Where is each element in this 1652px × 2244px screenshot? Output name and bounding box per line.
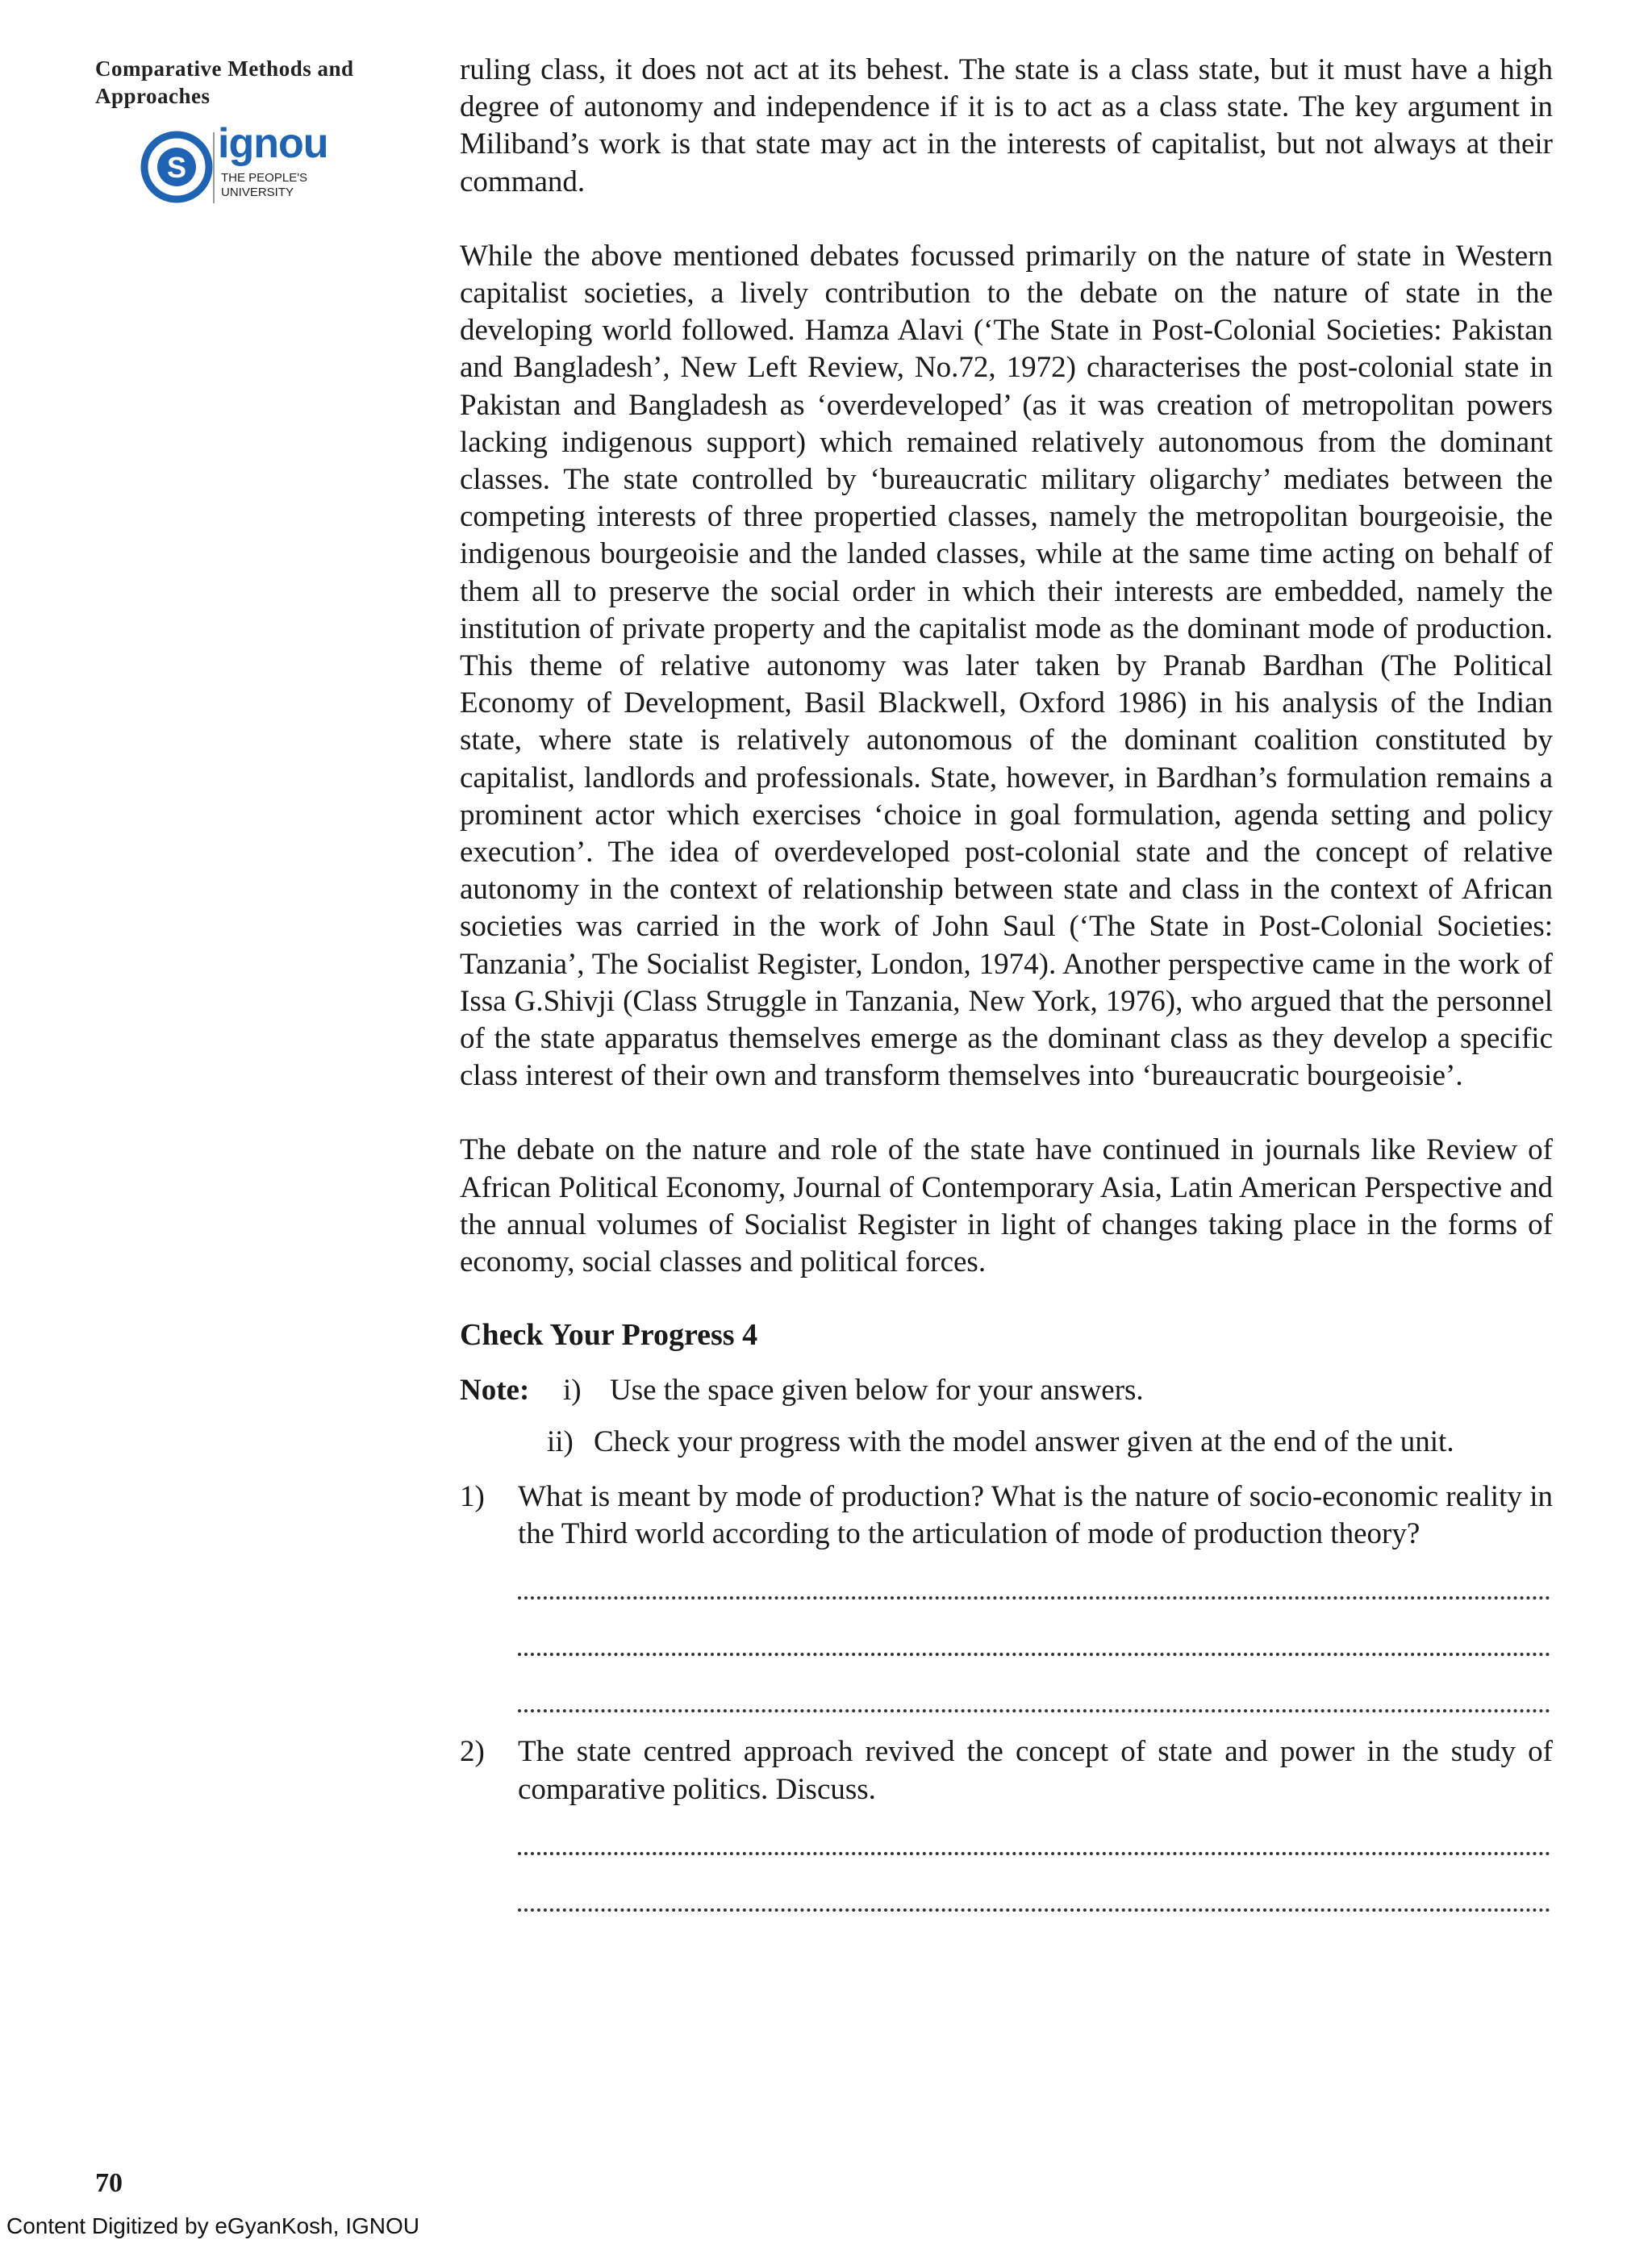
note-item-1	[563, 1372, 1144, 1409]
ignou-emblem-icon	[140, 131, 213, 203]
running-header	[95, 55, 402, 110]
answer-line[interactable]	[518, 1559, 1550, 1600]
paragraph-journals: The debate on the nature and role of the state have continued in journals like Review of African Political Economy, Journal of Contemporary Asia, Latin American Perspective and the annual volumes of Socialist Register in light of changes taking place in the forms of economy, social classes and political forces.	[460, 1133, 1553, 1279]
question-2-text: The state centred approach revived the concept of state and power in the study of comparative politics. Discuss.	[518, 1735, 1553, 1806]
note-block	[460, 1372, 1553, 1409]
svg-text:S: S	[166, 151, 187, 184]
question-1	[460, 1479, 1553, 1553]
note-item-2-number: ii)	[547, 1424, 574, 1458]
question-2-number: 2)	[460, 1735, 485, 1769]
main-content	[460, 52, 1553, 1912]
note-item-1-number: i)	[563, 1373, 582, 1407]
note-label: Note:	[460, 1373, 530, 1407]
paragraph-miliband: ruling class, it does not act at its behest. The state is a class state, but it must have a high degree of autonomy and independence if it is to act as a class state. The key argument in Miliband’s work is that state may act in the interests of capitalist, but not always at their command.	[460, 53, 1553, 198]
logo-tagline-line2: UNIVERSITY	[221, 186, 294, 199]
answer-line[interactable]	[518, 1815, 1550, 1855]
logo-divider	[213, 132, 215, 203]
digitization-footer: Content Digitized by eGyanKosh, IGNOU	[6, 2213, 420, 2238]
page-number: 70	[95, 2168, 123, 2198]
ignou-logo	[140, 120, 350, 205]
running-header-line1: Comparative Methods and	[95, 56, 354, 81]
logo-wordmark: ignou	[218, 120, 328, 167]
logo-tagline	[221, 171, 307, 200]
note-item-1-text: Use the space given below for your answers.	[610, 1373, 1144, 1407]
question-2	[460, 1733, 1553, 1808]
answer-line[interactable]	[518, 1672, 1550, 1712]
answer-line[interactable]	[518, 1871, 1550, 1912]
check-progress-heading: Check Your Progress 4	[460, 1318, 758, 1353]
answer-line[interactable]	[518, 1616, 1550, 1656]
note-item-2-text: Check your progress with the model answer given at the end of the unit.	[594, 1424, 1454, 1458]
question-1-text: What is meant by mode of production? What is the nature of socio-economic reality in the Third world according to the articulation of mode of production theory?	[518, 1479, 1553, 1551]
running-header-line2: Approaches	[95, 84, 211, 108]
logo-tagline-line1: THE PEOPLE'S	[221, 171, 308, 185]
question-1-number: 1)	[460, 1479, 485, 1513]
note-item-2	[547, 1424, 1553, 1461]
paragraph-developing-world: While the above mentioned debates focussed primarily on the nature of state in Western capitalist societies, a lively contribution to the debate on the nature of state in the developing world followed. Hamza Alavi (‘The State in Post-Colonial Societies: Pakistan and Bangladesh’, New Left Review, No.72, 1972) characterises the post-colonial state in Pakistan and Bangladesh as ‘overdeveloped’ (as it was creation of metropolitan powers lacking indigenous support) which remained relatively autonomous from the dominant classes. The state controlled by ‘bureaucratic military oligarchy’ mediates between the competing interests of three propertied classes, namely the metropolitan bourgeoisie, the indigenous bourgeoisie and the landed classes, while at the same time acting on behalf of them all to preserve the social order in which their interests are embedded, namely the institution of private property and the capitalist mode as the dominant mode of production. This theme of relative autonomy was later taken by Pranab Bardhan (The Political Economy of Development, Basil Blackwell, Oxford 1986) in his analysis of the Indian state, where state is relatively autonomous of the dominant coalition constituted by capitalist, landlords and professionals. State, however, in Bardhan’s formulation remains a prominent actor which exercises ‘choice in goal formulation, agenda setting and policy execution’. The idea of overdeveloped post-colonial state and the concept of relative autonomy in the context of relationship between state and class in the context of African societies was carried in the work of John Saul (‘The State in Post-Colonial Societies: Tanzania’, The Socialist Register, London, 1974). Another perspective came in the work of Issa G.Shivji (Class Struggle in Tanzania, New York, 1976), who argued that the personnel of the state apparatus themselves emerge as the dominant class as they develop a specific class interest of their own and transform themselves into ‘bureaucratic bourgeoisie’.	[460, 239, 1553, 1093]
